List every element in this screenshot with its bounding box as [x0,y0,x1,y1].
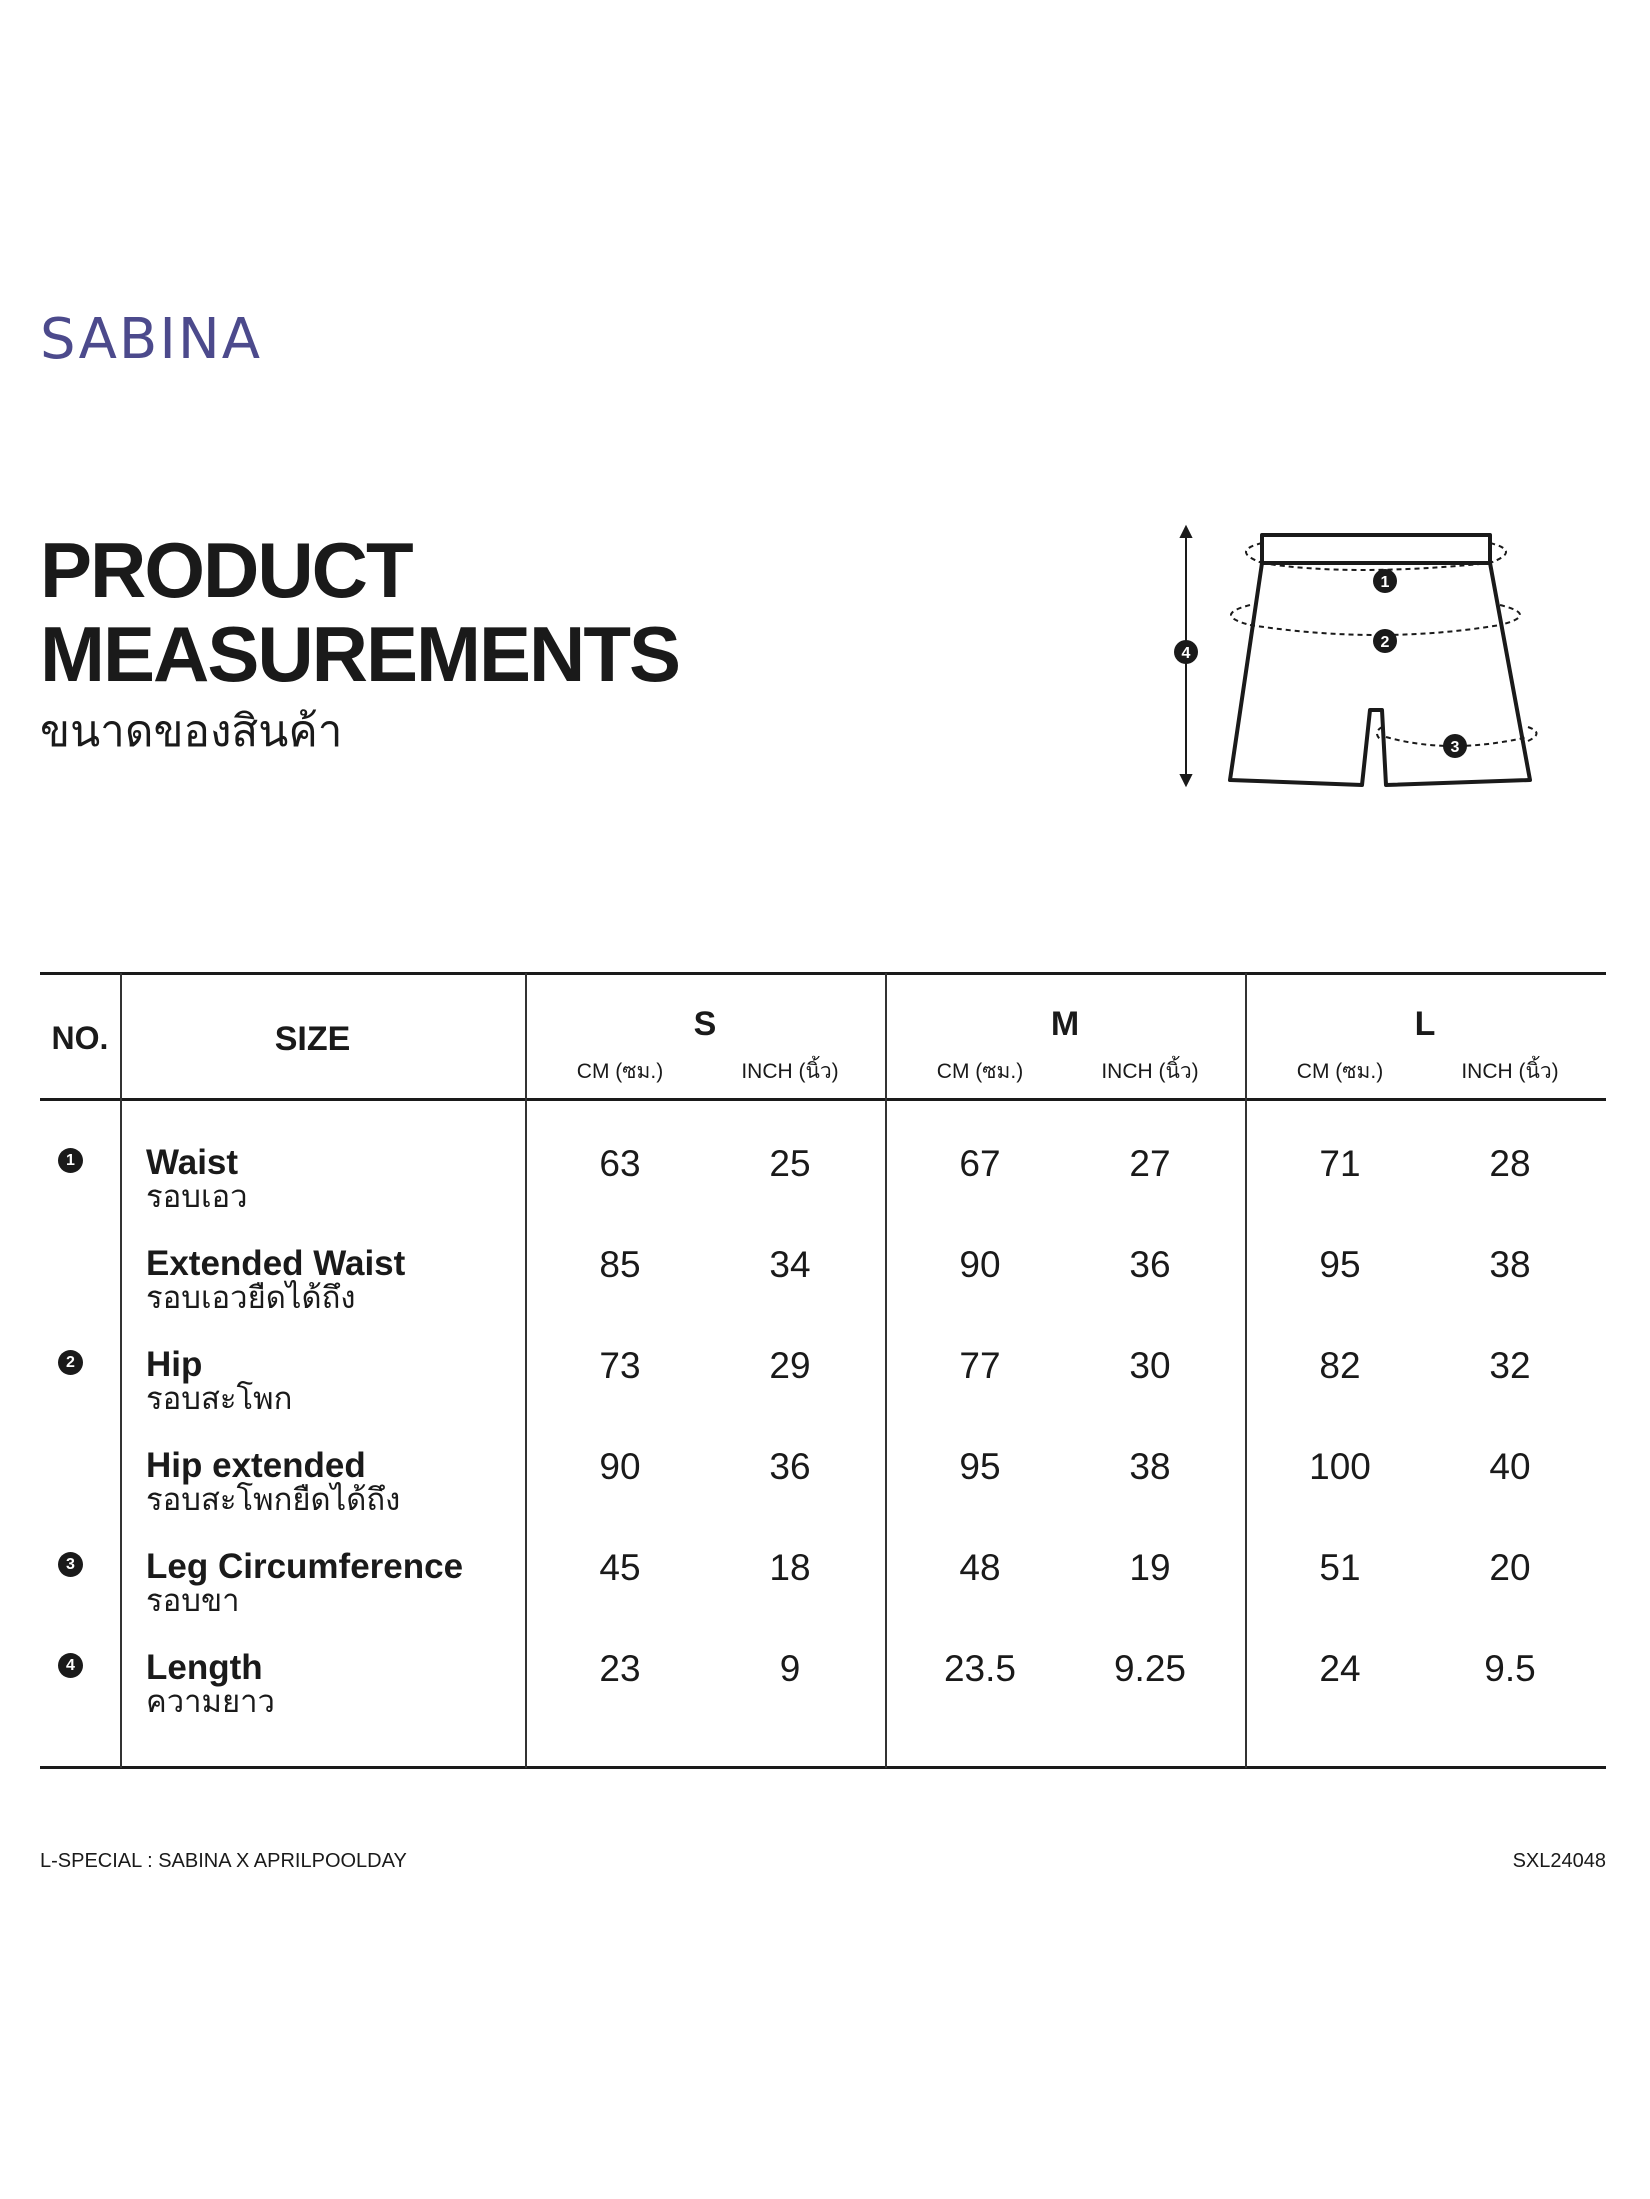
cell-m-cm: 67 [959,1143,1001,1184]
table-header-rule [40,1098,1606,1101]
row-label: Waist [146,1143,239,1182]
cell-m-cm: 23.5 [943,1648,1016,1689]
unit-inch-l: INCH (นิ้ว) [1461,1060,1559,1083]
cell-m-inch: 38 [1129,1446,1171,1487]
row-number-badge: 2 [58,1350,83,1375]
cell-l-cm: 95 [1319,1244,1361,1285]
marker-1-label: 1 [1380,574,1390,591]
table-top-rule [40,972,1606,975]
diagram-markers [1174,569,1467,758]
header-size: SIZE [274,1020,351,1058]
page-subtitle: ขนาดของสินค้า [40,706,343,757]
cell-l-cm: 82 [1319,1345,1361,1386]
cell-s-cm: 73 [599,1345,641,1386]
cell-m-inch: 19 [1129,1547,1171,1588]
unit-cm-s: CM (ซม.) [576,1060,664,1083]
row-number-badge: 1 [58,1148,83,1173]
cell-m-inch: 30 [1129,1345,1171,1386]
row-number-badge: 4 [58,1653,83,1678]
cell-s-inch: 29 [769,1345,811,1386]
row-label: Leg Circumference [146,1547,464,1586]
cell-m-cm: 48 [959,1547,1001,1588]
cell-l-cm: 51 [1319,1547,1361,1588]
column-divider [885,973,887,1768]
footer-product-code: SXL24048 [1512,1850,1606,1872]
row-label: Hip extended [146,1446,366,1485]
cell-s-cm: 63 [599,1143,641,1184]
page-title [40,528,679,696]
cell-l-inch: 28 [1489,1143,1531,1184]
marker-3-label: 3 [1450,739,1460,756]
row-label-thai: รอบเอวยืดได้ถึง [146,1280,356,1316]
row-number-badge: 3 [58,1552,83,1577]
column-divider [525,973,527,1768]
header-no: NO. [51,1020,109,1056]
cell-s-inch: 34 [769,1244,811,1285]
header-size-l: L [1414,1005,1436,1043]
row-label: Length [146,1648,263,1687]
unit-cm-l: CM (ซม.) [1296,1060,1384,1083]
cell-s-cm: 23 [599,1648,641,1689]
cell-l-inch: 20 [1489,1547,1531,1588]
page-title-line-1: PRODUCT [40,526,412,614]
row-label-thai: รอบเอว [146,1179,248,1215]
cell-s-inch: 18 [769,1547,811,1588]
cell-l-cm: 100 [1309,1446,1371,1487]
cell-l-cm: 71 [1319,1143,1361,1184]
unit-inch-s: INCH (นิ้ว) [741,1060,839,1083]
marker-2-label: 2 [1380,634,1390,651]
row-label: Extended Waist [146,1244,406,1283]
marker-4-label: 4 [1181,645,1191,662]
page-title-line-2: MEASUREMENTS [40,610,680,698]
header-size-m: M [1050,1005,1080,1043]
header-size-s: S [693,1005,717,1043]
cell-s-cm: 45 [599,1547,641,1588]
cell-m-cm: 77 [959,1345,1001,1386]
cell-m-cm: 90 [959,1244,1001,1285]
cell-m-inch: 36 [1129,1244,1171,1285]
cell-l-inch: 40 [1489,1446,1531,1487]
cell-l-inch: 9.5 [1484,1648,1536,1689]
cell-l-cm: 24 [1319,1648,1361,1689]
row-label: Hip [146,1345,203,1384]
cell-s-inch: 9 [779,1648,801,1689]
row-label-thai: ความยาว [146,1684,275,1720]
footer-collection: L-SPECIAL : SABINA X APRILPOOLDAY [40,1850,407,1872]
column-divider [120,973,122,1768]
cell-l-inch: 38 [1489,1244,1531,1285]
cell-s-inch: 25 [769,1143,811,1184]
column-divider [1245,973,1247,1768]
shorts-diagram [1150,515,1550,805]
brand-logo: SABINA [40,307,263,372]
cell-l-inch: 32 [1489,1345,1531,1386]
cell-m-cm: 95 [959,1446,1001,1487]
cell-s-inch: 36 [769,1446,811,1487]
row-label-thai: รอบสะโพก [146,1381,293,1417]
table-bottom-rule [40,1766,1606,1769]
cell-s-cm: 85 [599,1244,641,1285]
cell-m-inch: 27 [1129,1143,1171,1184]
cell-m-inch: 9.25 [1113,1648,1186,1689]
unit-cm-m: CM (ซม.) [936,1060,1024,1083]
cell-s-cm: 90 [599,1446,641,1487]
row-label-thai: รอบขา [146,1583,240,1619]
unit-inch-m: INCH (นิ้ว) [1101,1060,1199,1083]
row-label-thai: รอบสะโพกยืดได้ถึง [146,1482,401,1518]
